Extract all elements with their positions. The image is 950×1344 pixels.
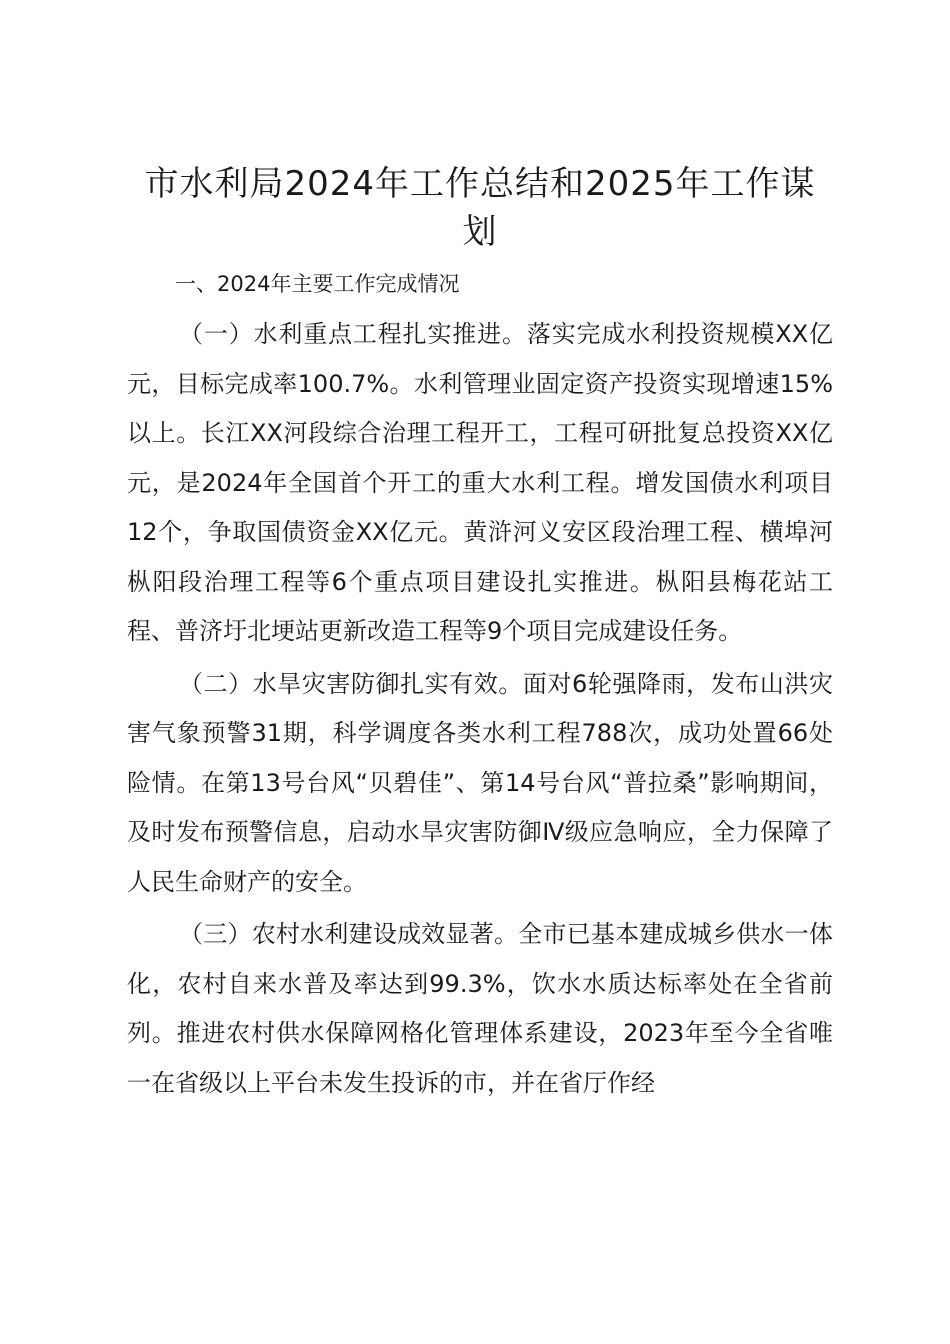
paragraph-key-projects: （一）水利重点工程扎实推进。落实完成水利投资规模XX亿元，目标完成率100.7%。水利管理业固定资产投资实现增速15%以上。长江XX河段综合治理工程开工，工程可研批复总投资XX亿元，是2024年全国首个开工的重大水利工程。增发国债水利项目12个，争取国债资金XX亿元。黄浒河义安区段治理工程、横埠河枞阳段治理工程等6个重点项目建设扎实推进。枞阳县梅花站工程、普济圩北埂站更新改造工程等9个项目完成建设任务。	[127, 320, 833, 645]
section-heading: 一、2024年主要工作完成情况	[175, 272, 460, 296]
paragraph-flood-drought-defense: （二）水旱灾害防御扎实有效。面对6轮强降雨，发布山洪灾害气象预警31期，科学调度各类水利工程788次，成功处置66处险情。在第13号台风“贝碧佳”、第14号台风“普拉桑”影响期间，及时发布预警信息，启动水旱灾害防御Ⅳ级应急响应，全力保障了人民生命财产的安全。	[127, 669, 833, 896]
document-body	[127, 160, 833, 1108]
paragraph-rural-water: （三）农村水利建设成效显著。全市已基本建成城乡供水一体化，农村自来水普及率达到99.3%，饮水水质达标率处在全省前列。推进农村供水保障网格化管理体系建设，2023年至今全省唯一在省级以上平台未发生投诉的市，并在省厅作经	[127, 920, 833, 1097]
document-title: 市水利局2024年工作总结和2025年工作谋划	[144, 164, 816, 252]
